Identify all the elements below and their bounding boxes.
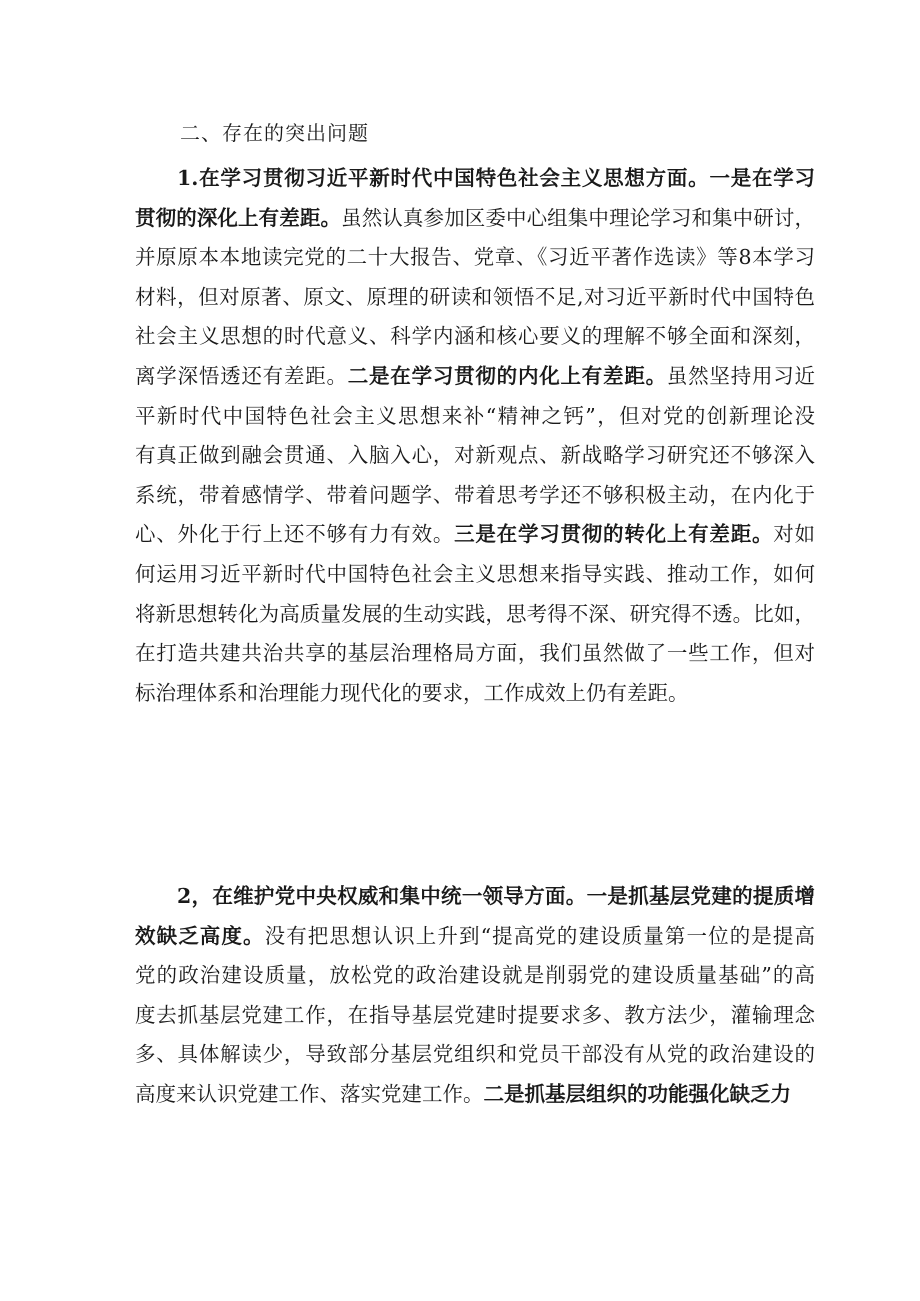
text-run: 度去抓基层党建工作，在指导基层党建时提要求多、教方法少，灌输理念 bbox=[135, 1002, 815, 1027]
text-line bbox=[135, 199, 815, 239]
text-run: 党的政治建设质量，放松党的政治建设就是削弱党的建设质量基础”的高 bbox=[135, 963, 815, 988]
bold-text-run: 二是在学习贯彻的内化上有差距。 bbox=[347, 363, 667, 388]
text-line bbox=[135, 996, 815, 1036]
text-run: 有真正做到融会贯通、入脑入心，对新观点、新战略学习研究还不够深入 bbox=[135, 443, 815, 468]
text-line bbox=[135, 238, 815, 278]
text-run: 多、具体解读少，导致部分基层党组织和党员干部没有从党的政治建设的 bbox=[135, 1042, 815, 1067]
text-run: 心、外化于行上还不够有力有效。 bbox=[135, 522, 455, 547]
text-line bbox=[135, 397, 815, 437]
bold-text-run: 二是抓基层组织的功能强化缺乏力 bbox=[483, 1081, 791, 1106]
section-heading: 二、存在的突出问题 bbox=[180, 121, 369, 145]
text-run: 高度来认识党建工作、落实党建工作。 bbox=[135, 1081, 484, 1106]
text-run: 社会主义思想的时代意义、科学内涵和核心要义的理解不够全面和深刻， bbox=[135, 324, 815, 349]
text-run: 虽然坚持用习近 bbox=[666, 363, 815, 388]
text-run: 标治理体系和治理能力现代化的要求，工作成效上仍有差距。 bbox=[135, 680, 689, 705]
bold-text-run: 三是在学习贯彻的转化上有差距。 bbox=[454, 522, 774, 547]
text-line bbox=[135, 436, 815, 476]
text-line bbox=[135, 877, 815, 917]
text-run: 将新思想转化为高质量发展的生动实践，思考得不深、研究得不透。比如， bbox=[135, 601, 815, 626]
paragraph-2 bbox=[135, 877, 815, 1115]
text-line bbox=[135, 317, 815, 357]
text-line bbox=[135, 1075, 815, 1115]
text-run: 对如 bbox=[773, 522, 815, 547]
text-line bbox=[135, 917, 815, 957]
text-run: 何运用习近平新时代中国特色社会主义思想来指导实践、推动工作，如何 bbox=[135, 561, 815, 586]
text-run: 系统，带着感情学、带着问题学、带着思考学还不够积极主动，在内化于 bbox=[135, 482, 815, 507]
text-line bbox=[135, 634, 815, 674]
text-line bbox=[135, 357, 815, 397]
text-run: 并原原本本地读完党的二十大报告、党章、《习近平著作选读》等8本学习 bbox=[135, 245, 815, 270]
text-line bbox=[135, 674, 815, 714]
text-line bbox=[135, 476, 815, 516]
text-line bbox=[135, 1035, 815, 1075]
text-line bbox=[135, 555, 815, 595]
text-line bbox=[135, 956, 815, 996]
text-run: 离学深悟透还有差距。 bbox=[135, 363, 348, 388]
text-run: 在打造共建共治共享的基层治理格局方面，我们虽然做了一些工作，但对 bbox=[135, 641, 815, 666]
text-line bbox=[135, 159, 815, 199]
text-run: 虽然认真参加区委中心组集中理论学习和集中研讨， bbox=[341, 205, 815, 230]
bold-text-run: 贯彻的深化上有差距。 bbox=[135, 205, 342, 230]
bold-text-run: 效缺乏高度。 bbox=[135, 923, 265, 948]
text-run: 平新时代中国特色社会主义思想来补“精神之钙”，但对党的创新理论没 bbox=[135, 403, 815, 428]
text-run: 没有把思想认识上升到“提高党的建设质量第一位的是提高 bbox=[264, 923, 815, 948]
text-line bbox=[135, 515, 815, 555]
bold-text-run: 2，在维护党中央权威和集中统一领导方面。一是抓基层党建的提质增 bbox=[177, 884, 815, 908]
text-line bbox=[135, 595, 815, 635]
text-line bbox=[135, 278, 815, 318]
paragraph-1 bbox=[135, 159, 815, 713]
bold-text-run: 1.在学习贯彻习近平新时代中国特色社会主义思想方面。一是在学习 bbox=[177, 166, 815, 190]
text-run: 材料，但对原著、原文、原理的研读和领悟不足,对习近平新时代中国特色 bbox=[135, 284, 815, 309]
